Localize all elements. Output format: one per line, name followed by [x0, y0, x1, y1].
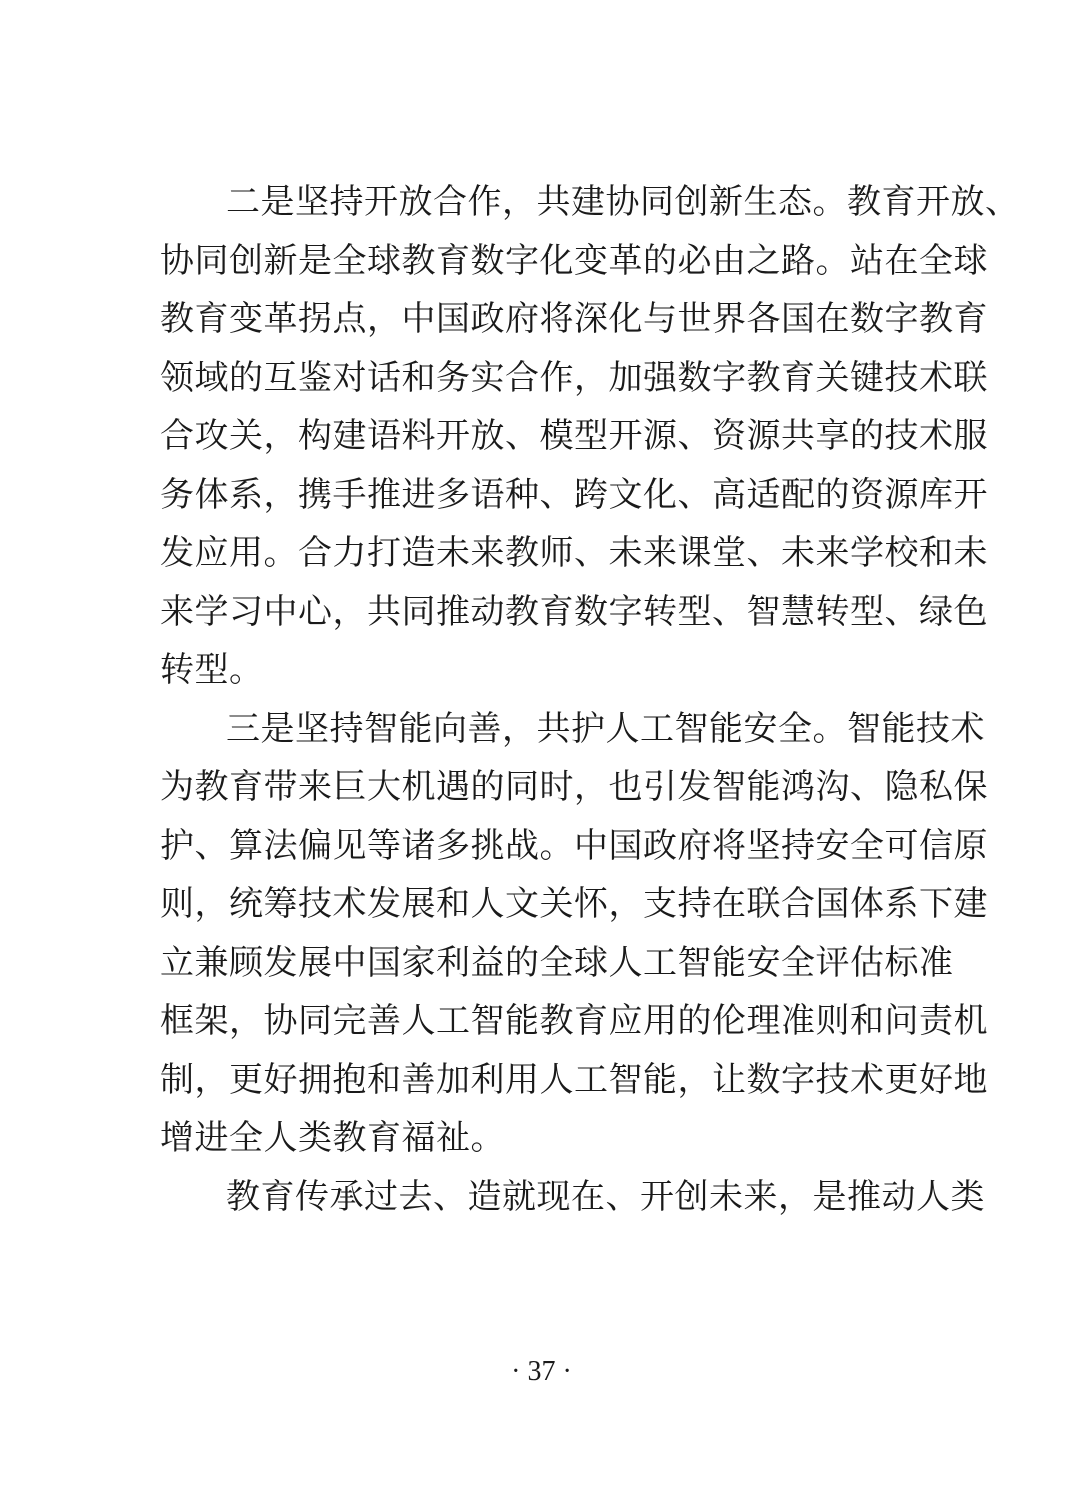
- text-line: 合攻关，构建语料开放、模型开源、资源共享的技术服: [160, 416, 988, 456]
- text-line: 发应用。合力打造未来教师、未来课堂、未来学校和未: [160, 533, 988, 573]
- text-line: 三是坚持智能向善，共护人工智能安全。智能技术: [226, 708, 985, 749]
- text-line: 增进全人类教育福祉。: [160, 1118, 505, 1158]
- text-line: 制，更好拥抱和善加利用人工智能，让数字技术更好地: [160, 1059, 988, 1100]
- text-line: 协同创新是全球教育数字化变革的必由之路。站在全球: [160, 240, 988, 281]
- text-line: 二是坚持开放合作，共建协同创新生态。教育开放、: [226, 182, 1020, 222]
- text-line: 来学习中心，共同推动教育数字转型、智慧转型、绿色: [160, 591, 988, 632]
- paragraph-open-cooperation: [160, 173, 1020, 700]
- text-line: 框架，协同完善人工智能教育应用的伦理准则和问责机: [160, 1001, 988, 1041]
- text-line: 领域的互鉴对话和务实合作，加强数字教育关键技术联: [160, 357, 988, 398]
- text-line: 转型。: [160, 650, 264, 690]
- text-line: 教育传承过去、造就现在、开创未来，是推动人类: [226, 1176, 985, 1217]
- text-line: 立兼顾发展中国家利益的全球人工智能安全评估标准: [160, 942, 954, 983]
- text-line: 护、算法偏见等诸多挑战。中国政府将坚持安全可信原: [160, 825, 988, 866]
- page-number: · 37 ·: [511, 1356, 572, 1387]
- body-text: [160, 173, 1020, 1226]
- paragraph-education-legacy: [160, 1168, 985, 1227]
- text-line: 务体系，携手推进多语种、跨文化、高适配的资源库开: [160, 474, 988, 515]
- text-line: 教育变革拐点，中国政府将深化与世界各国在数字教育: [160, 299, 988, 339]
- paragraph-ai-safety: [160, 700, 988, 1168]
- text-line: 则，统筹技术发展和人文关怀，支持在联合国体系下建: [160, 884, 988, 924]
- text-line: 为教育带来巨大机遇的同时，也引发智能鸿沟、隐私保: [160, 767, 988, 807]
